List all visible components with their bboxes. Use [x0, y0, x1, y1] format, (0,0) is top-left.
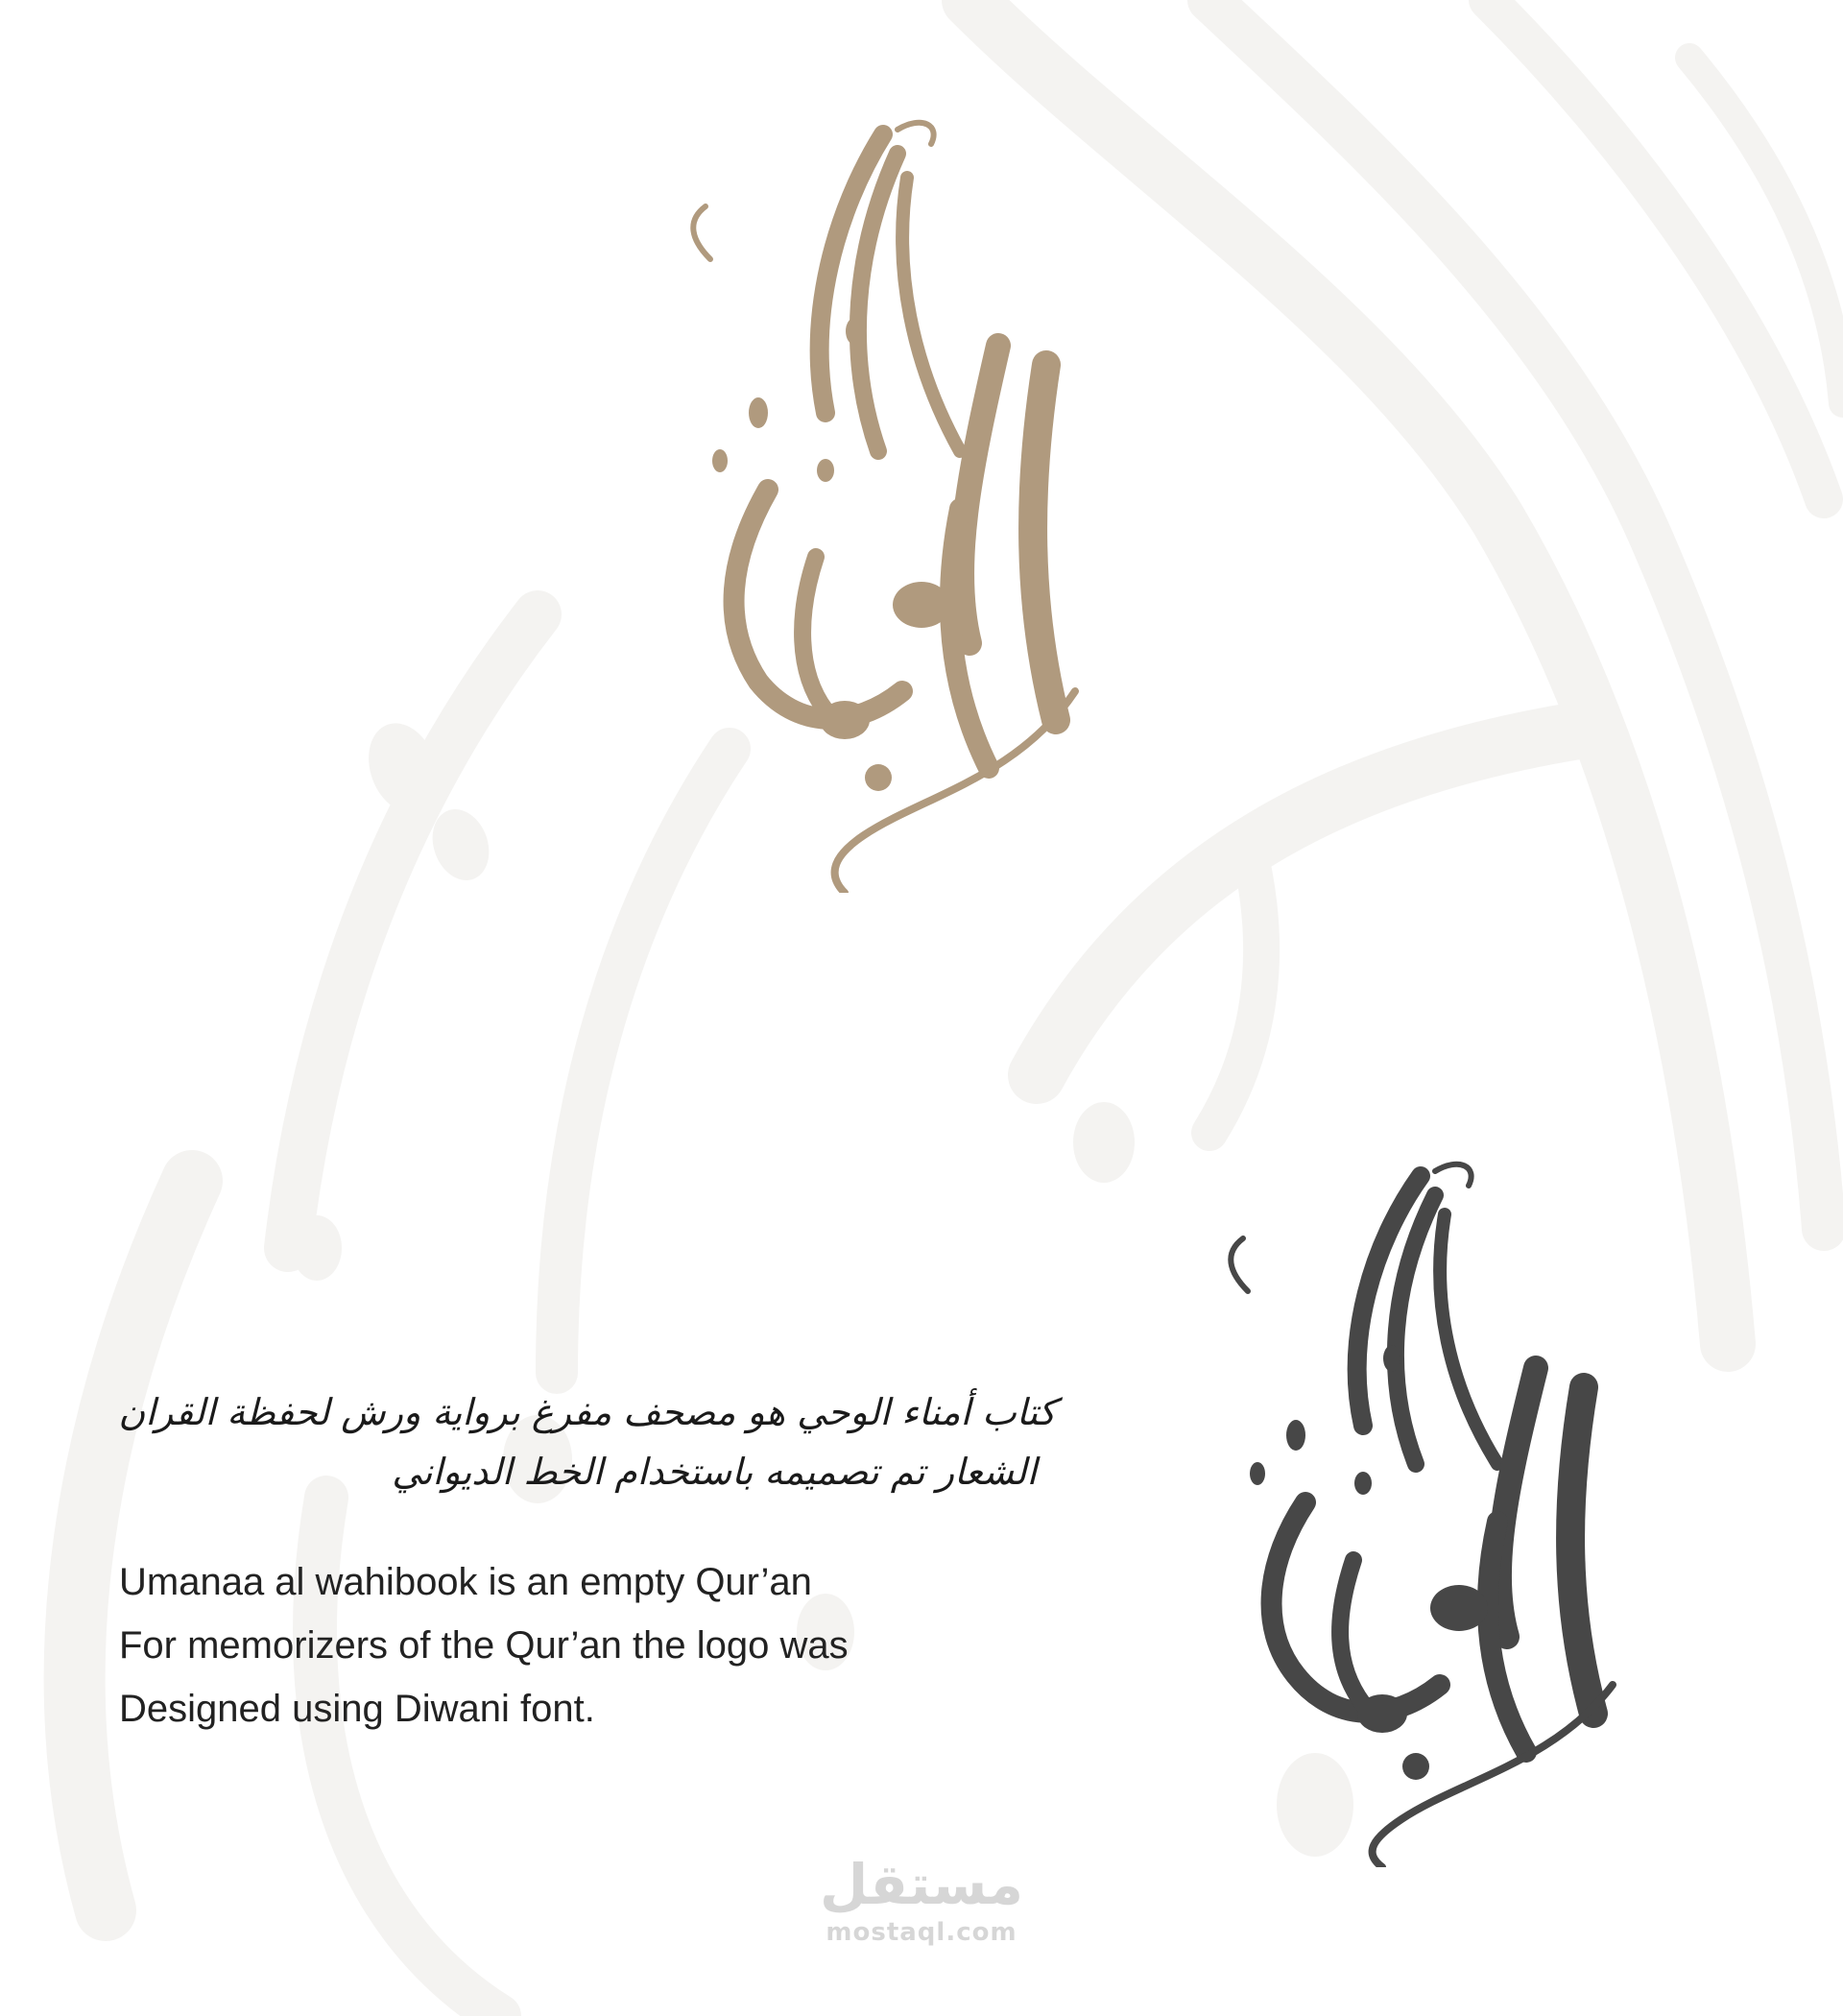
brand-name: مستقل	[819, 1852, 1024, 1917]
english-description-line-1: Umanaa al wahibook is an empty Qur’an	[119, 1561, 812, 1603]
brand-watermark	[806, 1853, 1037, 1949]
gold-logo-icon	[653, 106, 1113, 893]
english-description	[119, 1550, 983, 1740]
english-description-line-2: For memorizers of the Qur’an the logo was	[119, 1624, 849, 1667]
english-description-line-3: Designed using Diwani font.	[119, 1688, 595, 1730]
dark-logo-icon	[1190, 1147, 1651, 1867]
brand-url: mostaql.com	[826, 1918, 1017, 1947]
arabic-description-line-2: الشعار تم تصميمه باستخدام الخط الديواني	[392, 1451, 1037, 1493]
arabic-description-line-1: كتاب أمناء الوحي هو مصحف مفرغ برواية ورش لحفظة القران	[118, 1391, 1056, 1433]
arabic-description	[96, 1382, 1056, 1501]
